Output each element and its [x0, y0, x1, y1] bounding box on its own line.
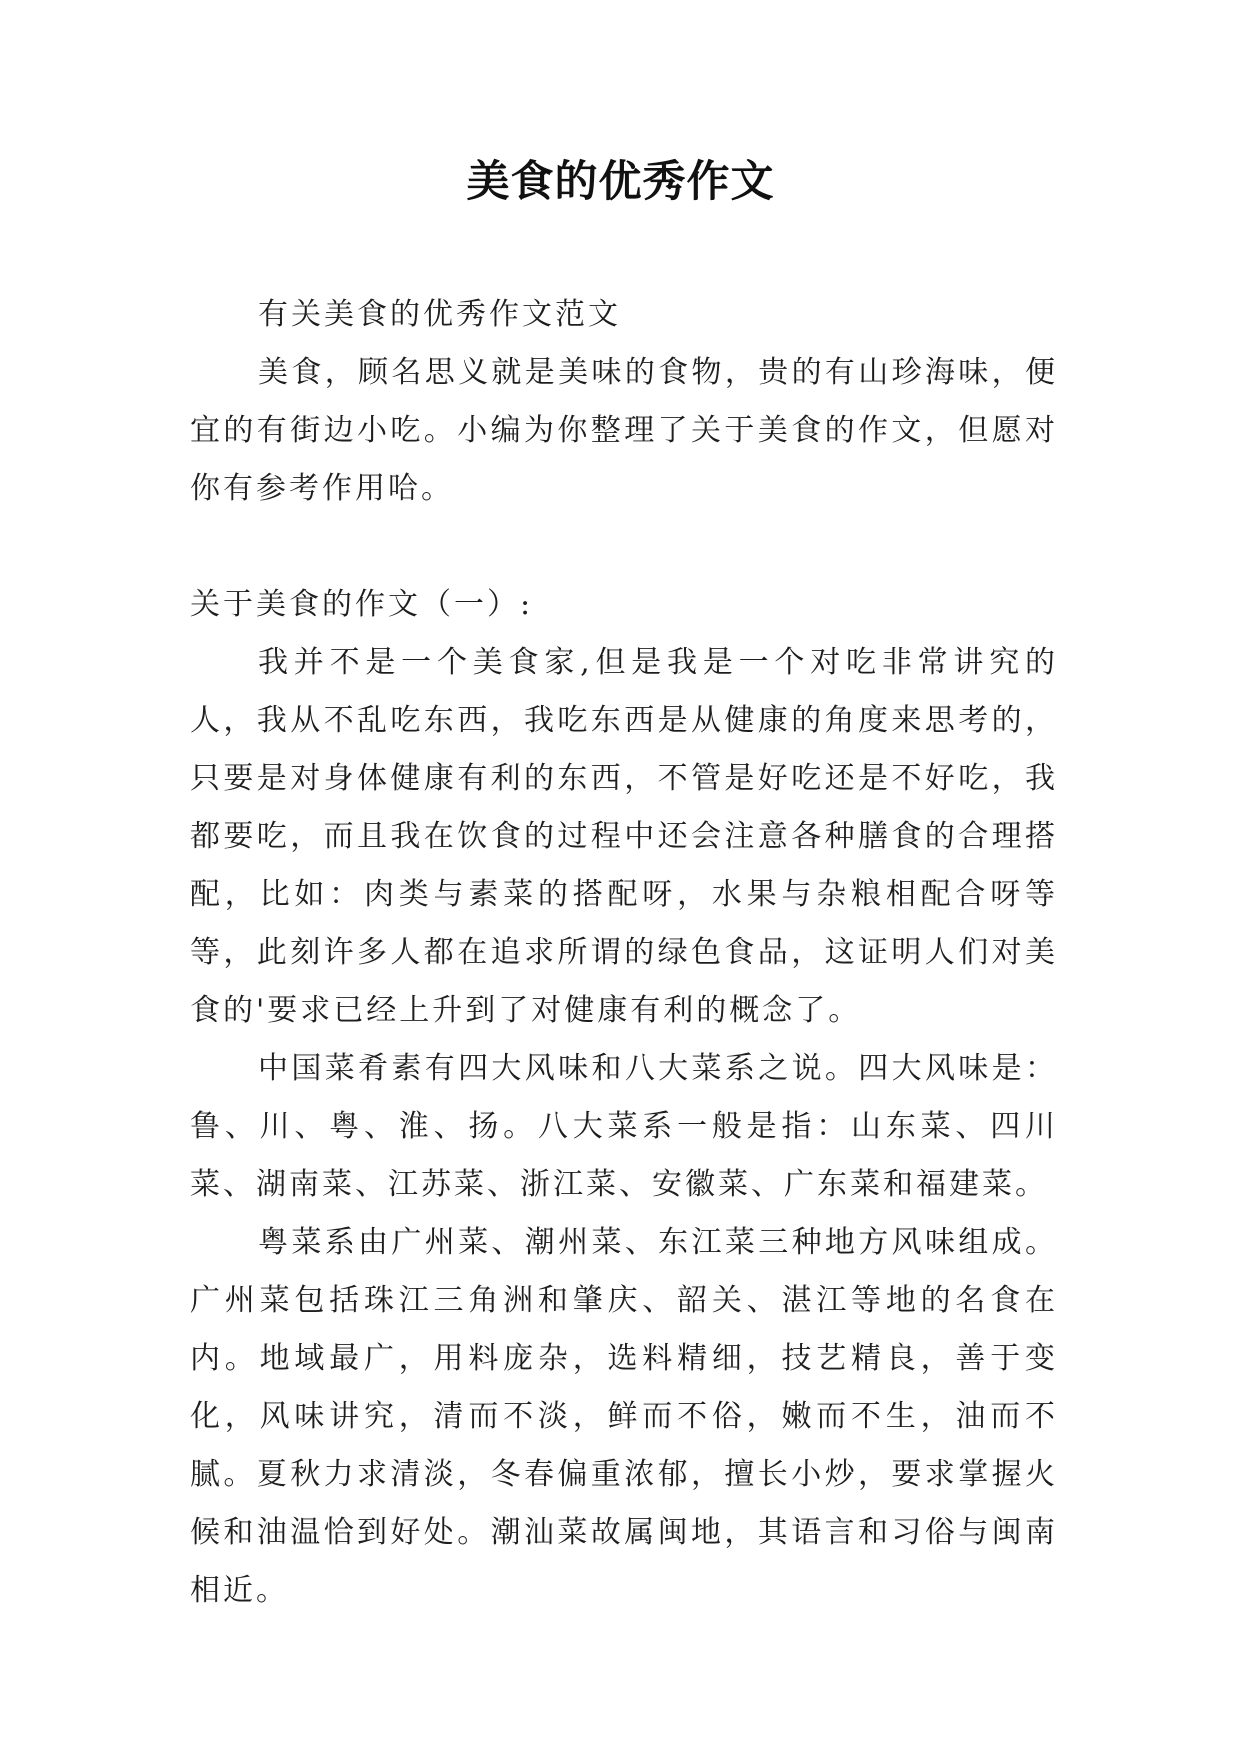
document-body: [190, 286, 1058, 1620]
subtitle: 有关美食的优秀作文范文: [258, 297, 621, 332]
blank-line: [190, 518, 1058, 576]
body-paragraph-3: 粤菜系由广州菜、潮州菜、东江菜三种地方风味组成。广州菜包括珠江三角洲和肇庆、韶关、湛江等地的名食在内。地域最广，用料庞杂，选料精细，技艺精良，善于变化，风味讲究，清而不淡，鲜而不俗，嫩而不生，油而不腻。夏秋力求清淡，冬春偏重浓郁，擅长小炒，要求掌握火候和油温恰到好处。潮汕菜故属闽地，其语言和习俗与闽南相近。: [190, 1225, 1058, 1608]
body-paragraph-2: 中国菜肴素有四大风味和八大菜系之说。四大风味是：鲁、川、粤、淮、扬。八大菜系一般是指：山东菜、四川菜、湖南菜、江苏菜、浙江菜、安徽菜、广东菜和福建菜。: [190, 1051, 1058, 1202]
body-paragraph-1: 我并不是一个美食家,但是我是一个对吃非常讲究的人，我从不乱吃东西，我吃东西是从健康的角度来思考的，只要是对身体健康有利的东西，不管是好吃还是不好吃，我都要吃，而且我在饮食的过程中还会注意各种膳食的合理搭配，比如：肉类与素菜的搭配呀，水果与杂粮相配合呀等等，此刻许多人都在追求所谓的绿色食品，这证明人们对美食的'要求已经上升到了对健康有利的概念了。: [190, 645, 1058, 1028]
section-heading: 关于美食的作文（一）:: [190, 587, 534, 622]
intro-paragraph: 美食，顾名思义就是美味的食物，贵的有山珍海味，便宜的有街边小吃。小编为你整理了关于美食的作文，但愿对你有参考作用哈。: [190, 355, 1058, 506]
document-title: 美食的优秀作文: [466, 157, 775, 207]
